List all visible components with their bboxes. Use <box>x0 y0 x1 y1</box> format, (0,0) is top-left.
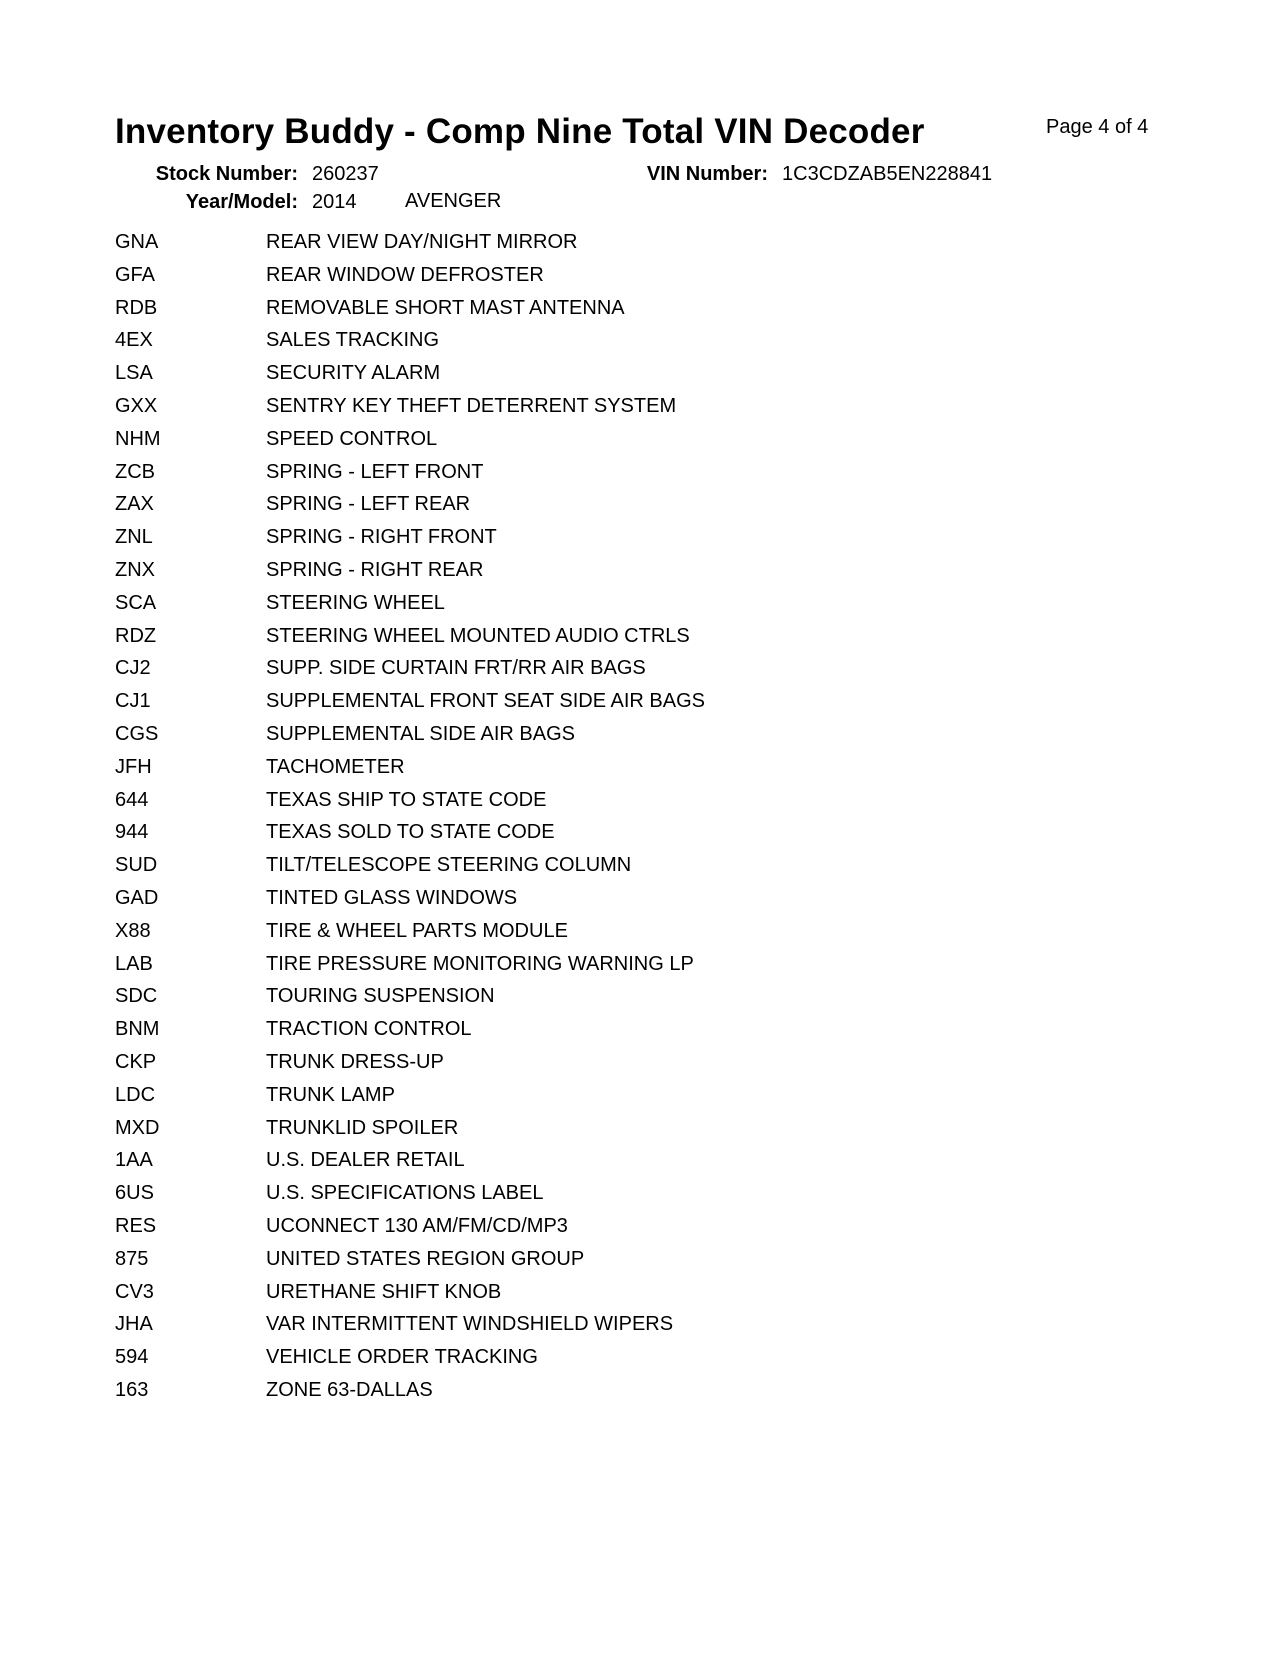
option-description: TIRE PRESSURE MONITORING WARNING LP <box>266 952 694 975</box>
stock-number-label: Stock Number: <box>155 163 298 185</box>
option-code: SCA <box>115 591 157 614</box>
option-code: CV3 <box>115 1280 154 1303</box>
option-code: CJ1 <box>115 690 151 713</box>
option-code: MXD <box>115 1116 160 1139</box>
vin-number-label: VIN Number: <box>646 163 768 185</box>
option-code: 1AA <box>115 1149 153 1172</box>
option-description: TILT/TELESCOPE STEERING COLUMN <box>266 854 632 877</box>
option-description: REAR WINDOW DEFROSTER <box>266 263 544 286</box>
option-description: TACHOMETER <box>266 755 405 778</box>
option-row <box>115 982 915 1015</box>
option-code: GNA <box>115 231 159 253</box>
option-description: STEERING WHEEL <box>266 591 445 614</box>
option-row <box>115 622 915 655</box>
option-row <box>115 1212 915 1245</box>
option-code: 594 <box>115 1346 149 1369</box>
option-description: SALES TRACKING <box>266 329 440 352</box>
option-code: ZCB <box>115 460 155 483</box>
option-description: TRACTION CONTROL <box>266 1018 472 1041</box>
option-code-list <box>115 228 915 1409</box>
option-code: SUD <box>115 854 158 877</box>
option-row <box>115 392 915 425</box>
option-row <box>115 228 915 261</box>
option-description: REMOVABLE SHORT MAST ANTENNA <box>266 296 625 319</box>
option-description: SPRING - LEFT FRONT <box>266 460 484 483</box>
option-description: SPRING - RIGHT FRONT <box>266 526 497 549</box>
option-row <box>115 359 915 392</box>
option-code: 163 <box>115 1378 149 1401</box>
option-code: 6US <box>115 1182 154 1205</box>
option-row <box>115 1310 915 1343</box>
option-description: URETHANE SHIFT KNOB <box>266 1280 502 1303</box>
option-row <box>115 425 915 458</box>
option-description: SUPPLEMENTAL SIDE AIR BAGS <box>266 722 575 745</box>
option-code: NHM <box>115 427 161 450</box>
option-code: CJ2 <box>115 657 151 680</box>
option-description: ZONE 63-DALLAS <box>266 1378 433 1401</box>
option-row <box>115 1081 915 1114</box>
year-model-label: Year/Model: <box>185 191 298 213</box>
option-description: TOURING SUSPENSION <box>266 985 495 1008</box>
option-row <box>115 261 915 294</box>
option-description: TEXAS SOLD TO STATE CODE <box>266 821 555 844</box>
option-row <box>115 1376 915 1409</box>
option-description: VEHICLE ORDER TRACKING <box>266 1346 538 1369</box>
page-title: Inventory Buddy - Comp Nine Total VIN Decoder <box>115 112 925 151</box>
vin-number-value: 1C3CDZAB5EN228841 <box>782 163 993 185</box>
option-description: TRUNK LAMP <box>266 1083 395 1106</box>
option-code: ZAX <box>115 493 154 516</box>
option-row <box>115 720 915 753</box>
option-description: TRUNK DRESS-UP <box>266 1050 444 1073</box>
option-description: SENTRY KEY THEFT DETERRENT SYSTEM <box>266 394 677 417</box>
option-description: REAR VIEW DAY/NIGHT MIRROR <box>266 231 578 253</box>
option-description: SECURITY ALARM <box>266 362 441 385</box>
option-description: SUPP. SIDE CURTAIN FRT/RR AIR BAGS <box>266 657 646 680</box>
option-description: SPRING - RIGHT REAR <box>266 558 484 581</box>
option-row <box>115 1114 915 1147</box>
option-row <box>115 1343 915 1376</box>
option-row <box>115 1179 915 1212</box>
option-code: 4EX <box>115 329 153 352</box>
option-description: VAR INTERMITTENT WINDSHIELD WIPERS <box>266 1313 674 1336</box>
option-row <box>115 1245 915 1278</box>
option-code: CGS <box>115 722 159 745</box>
page-number: Page 4 of 4 <box>1046 116 1149 138</box>
option-row <box>115 1015 915 1048</box>
option-row <box>115 851 915 884</box>
option-code: ZNX <box>115 558 155 581</box>
option-description: TIRE & WHEEL PARTS MODULE <box>266 919 568 942</box>
option-row <box>115 654 915 687</box>
option-row <box>115 917 915 950</box>
option-code: RES <box>115 1214 157 1237</box>
option-code: LDC <box>115 1083 156 1106</box>
option-row <box>115 884 915 917</box>
stock-number-value: 260237 <box>312 163 379 185</box>
option-code: RDB <box>115 296 158 319</box>
option-description: U.S. SPECIFICATIONS LABEL <box>266 1182 544 1205</box>
option-row <box>115 950 915 983</box>
option-code: BNM <box>115 1018 160 1041</box>
option-description: UNITED STATES REGION GROUP <box>266 1247 585 1270</box>
option-description: TEXAS SHIP TO STATE CODE <box>266 788 547 811</box>
option-code: JFH <box>115 755 152 778</box>
option-code: ZNL <box>115 526 153 549</box>
option-code: LSA <box>115 362 153 385</box>
option-row <box>115 1048 915 1081</box>
option-code: X88 <box>115 919 151 942</box>
option-description: SPRING - LEFT REAR <box>266 493 471 516</box>
option-code: 944 <box>115 821 149 844</box>
option-code: SDC <box>115 985 158 1008</box>
option-code: JHA <box>115 1313 153 1336</box>
option-description: SPEED CONTROL <box>266 427 438 450</box>
option-code: GAD <box>115 886 159 909</box>
year-value: 2014 <box>312 191 357 213</box>
option-description: STEERING WHEEL MOUNTED AUDIO CTRLS <box>266 624 690 647</box>
option-code: GXX <box>115 394 158 417</box>
option-row <box>115 523 915 556</box>
option-description: TRUNKLID SPOILER <box>266 1116 459 1139</box>
option-code: RDZ <box>115 624 157 647</box>
option-description: UCONNECT 130 AM/FM/CD/MP3 <box>266 1214 568 1237</box>
option-row <box>115 458 915 491</box>
option-row <box>115 818 915 851</box>
option-row <box>115 294 915 327</box>
option-code: 644 <box>115 788 149 811</box>
option-description: U.S. DEALER RETAIL <box>266 1149 465 1172</box>
option-row <box>115 1146 915 1179</box>
option-row <box>115 786 915 819</box>
option-code: 875 <box>115 1247 149 1270</box>
option-code: CKP <box>115 1050 157 1073</box>
option-description: TINTED GLASS WINDOWS <box>266 886 518 909</box>
option-row <box>115 589 915 622</box>
model-value: AVENGER <box>405 190 502 212</box>
option-row <box>115 326 915 359</box>
option-code: LAB <box>115 952 153 975</box>
option-code: GFA <box>115 263 156 286</box>
option-row <box>115 753 915 786</box>
option-description: SUPPLEMENTAL FRONT SEAT SIDE AIR BAGS <box>266 690 706 713</box>
option-row <box>115 556 915 589</box>
option-row <box>115 687 915 720</box>
option-row <box>115 490 915 523</box>
option-row <box>115 1278 915 1311</box>
